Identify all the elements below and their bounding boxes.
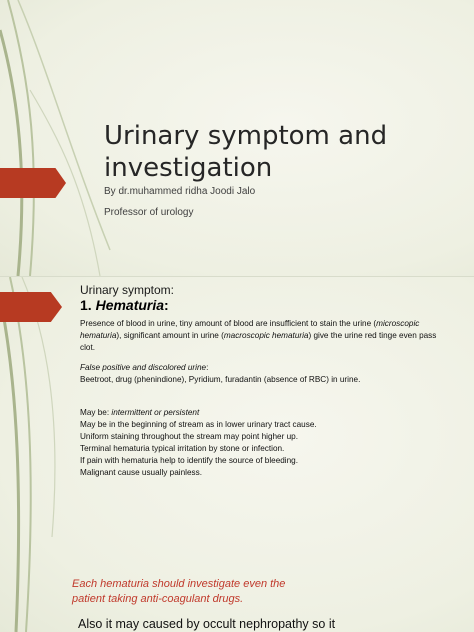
warning-line-2: patient taking anti-coagulant drugs. (72, 593, 244, 605)
p3-line-5: Malignant cause usually painless. (80, 468, 202, 477)
pattern-paragraph (80, 407, 440, 479)
title-accent-tab (0, 168, 66, 198)
truncated-line: Also it may caused by occult nephropathy so it (78, 617, 336, 631)
p3-line-3: Terminal hematuria typical irritation by stone or infection. (80, 444, 285, 453)
title-line-1: Urinary symptom and (104, 121, 388, 151)
warning-line-1: Each hematuria should investigate even the (72, 578, 286, 590)
p3-label: May be: (80, 408, 112, 417)
p3-line-1: May be in the beginning of stream as in lower urinary tract cause. (80, 420, 317, 429)
p1-text-a: Presence of blood in urine, tiny amount of blood are insufficient to stain the urine ( (80, 319, 377, 328)
content-accent-tab (0, 292, 62, 322)
definition-paragraph (80, 318, 440, 354)
false-positive-paragraph (80, 362, 440, 386)
p2-label: False positive and discolored urine (80, 363, 207, 372)
heading-colon: : (164, 297, 169, 313)
slide-title (104, 120, 464, 184)
decorative-curves (0, 0, 120, 276)
p1-text-c: ), significant amount in urine ( (116, 331, 224, 340)
p1-term-micro: microscopic hematuria (80, 319, 420, 340)
p2-colon: : (206, 363, 209, 372)
role-line: Professor of urology (104, 207, 194, 218)
section-heading: Urinary symptom: (80, 283, 175, 297)
heading-number: 1. (80, 297, 96, 313)
title-line-2: investigation (104, 153, 273, 183)
p2-text: Beetroot, drug (phenindione), Pyridium, furadantin (absence of RBC) in urine. (80, 375, 361, 384)
p3-line-4: If pain with hematuria help to identify the source of bleeding. (80, 456, 299, 465)
heading-term: Hematuria (95, 297, 165, 313)
author-line: By dr.muhammed ridha Joodi Jalo (104, 186, 256, 197)
p3-label-em: intermittent or persistent (111, 408, 200, 417)
title-slide (0, 0, 474, 277)
p1-term-macro: macroscopic hematuria (223, 331, 309, 340)
p1-text-e: ) give the urine red tinge even pass clot. (80, 331, 437, 352)
hematuria-heading (80, 297, 169, 313)
p3-line-2: Uniform staining throughout the stream may point higher up. (80, 432, 298, 441)
